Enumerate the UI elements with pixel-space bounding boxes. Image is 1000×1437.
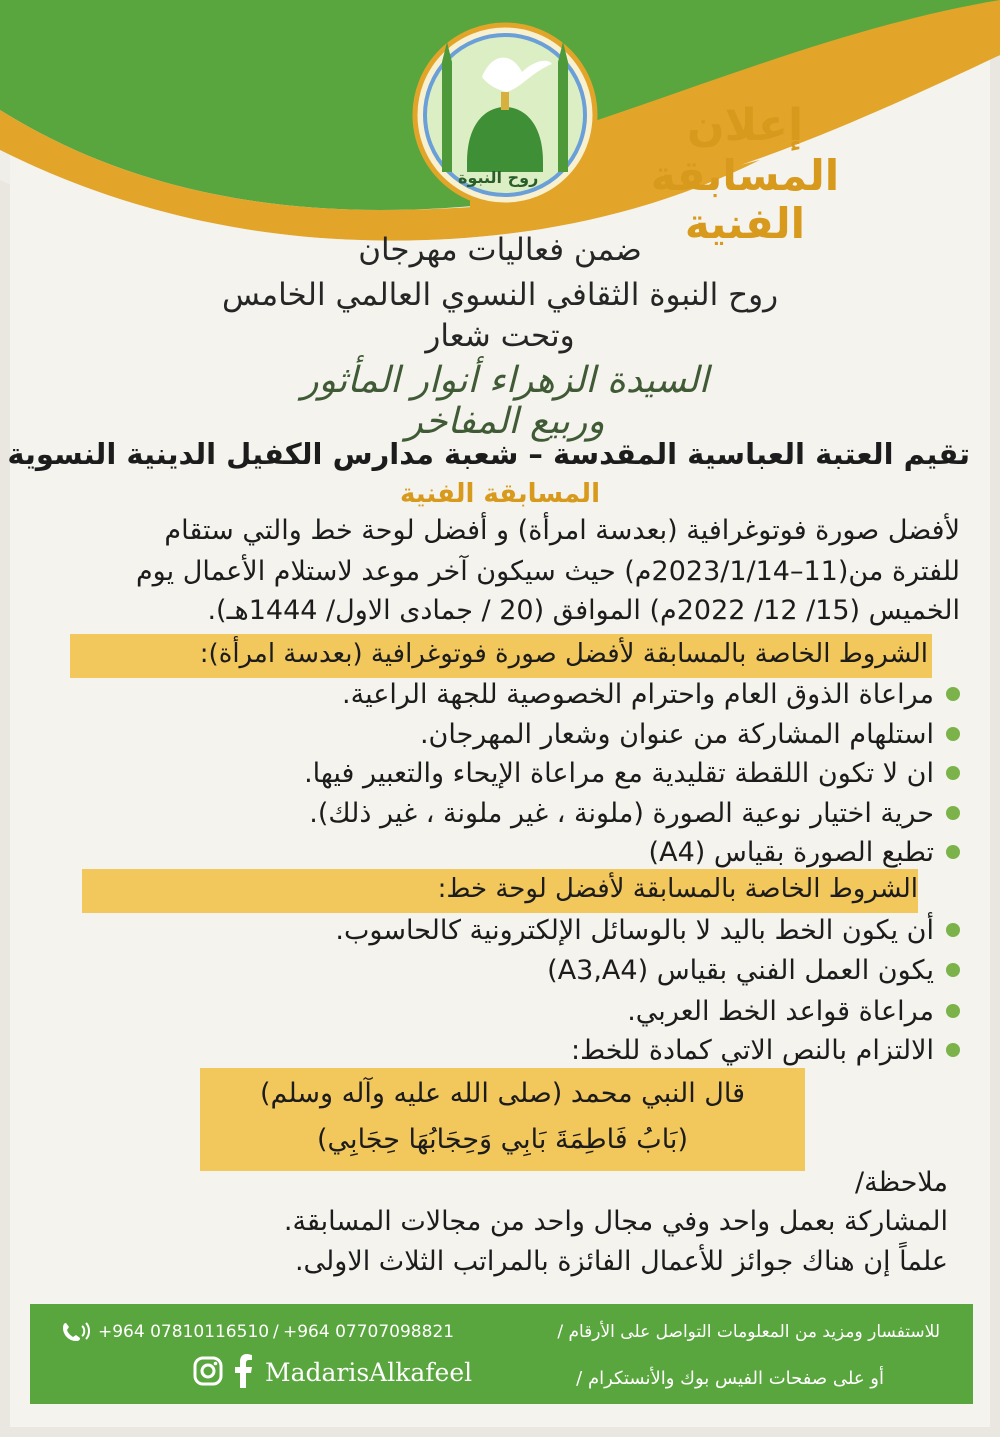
bullet-dot-icon xyxy=(946,1043,960,1057)
photo-condition-item xyxy=(649,832,960,872)
calligraphy-condition-item xyxy=(335,910,960,950)
bullet-dot-icon xyxy=(946,1004,960,1018)
bullet-dot-icon xyxy=(946,845,960,859)
instagram-icon[interactable] xyxy=(193,1356,223,1386)
social-handle[interactable]: MadarisAlkafeel xyxy=(265,1358,473,1387)
photo-condition-item xyxy=(420,714,960,754)
calligraphy-condition-text: أن يكون الخط باليد لا بالوسائل الإلكترونية كالحاسوب. xyxy=(335,914,934,946)
calligraphy-condition-text: الالتزام بالنص الاتي كمادة للخط: xyxy=(570,1034,934,1066)
bullet-dot-icon xyxy=(946,727,960,741)
calligraphy-condition-item xyxy=(547,950,960,990)
note-label: ملاحظة/ xyxy=(855,1167,948,1198)
title-line-competition: المسابقة الفنية xyxy=(650,151,840,248)
intro-paragraph-line-2: للفترة من(11–2023/1/14م) حيث سيكون آخر موعد لاستلام الأعمال يوم xyxy=(135,556,960,587)
hadith-attribution: قال النبي محمد (صلى الله عليه وآله وسلم) xyxy=(259,1078,746,1109)
photo-condition-text: حرية اختيار نوعية الصورة (ملونة ، غير ملونة ، غير ذلك). xyxy=(309,797,934,829)
bullet-dot-icon xyxy=(946,923,960,937)
calligraphy-condition-text: يكون العمل الفني بقياس (A3,A4) xyxy=(547,954,934,986)
calligraphy-condition-text: مراعاة قواعد الخط العربي. xyxy=(627,995,934,1027)
note-line-2: علماً إن هناك جوائز للأعمال الفائزة بالمراتب الثلاث الاولى. xyxy=(294,1246,948,1277)
photo-condition-item xyxy=(342,674,960,714)
social-text: أو على صفحات الفيس بوك والأنستكرام / xyxy=(576,1368,884,1389)
intro-line-2: روح النبوة الثقافي النسوي العالمي الخامس xyxy=(221,277,779,313)
photo-conditions-heading: الشروط الخاصة بالمسابقة لأفضل صورة فوتوغرافية (بعدسة امرأة): xyxy=(199,639,928,669)
contact-footer xyxy=(30,1304,973,1404)
intro-line-3: وتحت شعار xyxy=(425,318,575,354)
slogan-text: السيدة الزهراء أنوار المأثور وربيع المفاخر xyxy=(301,360,709,442)
calligraphy-condition-item xyxy=(571,1030,960,1070)
photo-condition-text: مراعاة الذوق العام واحترام الخصوصية للجهة الراعية. xyxy=(342,678,934,710)
photo-condition-text: استلهام المشاركة من عنوان وشعار المهرجان. xyxy=(419,718,934,750)
photo-condition-text: تطبع الصورة بقياس (A4) xyxy=(648,836,934,868)
bullet-dot-icon xyxy=(946,687,960,701)
intro-line-1: ضمن فعاليات مهرجان xyxy=(358,232,642,268)
bullet-dot-icon xyxy=(946,963,960,977)
bullet-dot-icon xyxy=(946,766,960,780)
phone-number[interactable]: +964 07707098821 xyxy=(283,1322,455,1342)
facebook-icon[interactable] xyxy=(232,1354,254,1388)
bullet-dot-icon xyxy=(946,806,960,820)
intro-paragraph-line-1: لأفضل صورة فوتوغرافية (بعدسة امرأة) و أفضل لوحة خط والتي ستقام xyxy=(164,515,960,546)
hadith-quote-box xyxy=(200,1068,805,1171)
phone-icon xyxy=(62,1320,92,1344)
photo-condition-item xyxy=(304,753,960,793)
organizer-line: تقيم العتبة العباسية المقدسة – شعبة مدارس الكفيل الدينية النسوية xyxy=(7,437,970,471)
announcement-title xyxy=(585,100,905,248)
slogan-calligraphy xyxy=(270,348,740,442)
competition-subtitle: المسابقة الفنية xyxy=(399,479,600,509)
note-line-1: المشاركة بعمل واحد وفي مجال واحد من مجالات المسابقة. xyxy=(283,1206,948,1237)
calligraphy-conditions-heading: الشروط الخاصة بالمسابقة لأفضل لوحة خط: xyxy=(437,874,918,904)
title-line-announcement: إعلان xyxy=(686,100,804,151)
hadith-text: (بَابُ فَاطِمَةَ بَابِي وَحِجَابُهَا حِجَابِي) xyxy=(317,1124,688,1155)
photo-condition-item xyxy=(309,793,960,833)
calligraphy-condition-item xyxy=(627,991,960,1031)
intro-paragraph-line-3: الخميس (15/ 12/ 2022م) الموافق (20 / جمادى الاول/ 1444هـ). xyxy=(207,595,960,626)
contact-text: للاستفسار ومزيد من المعلومات التواصل على الأرقام / xyxy=(557,1322,940,1342)
phone-separator: / xyxy=(273,1322,279,1342)
phone-number[interactable]: +964 07810116510 xyxy=(98,1322,270,1342)
photo-condition-text: ان لا تكون اللقطة تقليدية مع مراعاة الإيحاء والتعبير فيها. xyxy=(304,757,934,789)
logo-caption: روح النبوة xyxy=(458,168,539,187)
